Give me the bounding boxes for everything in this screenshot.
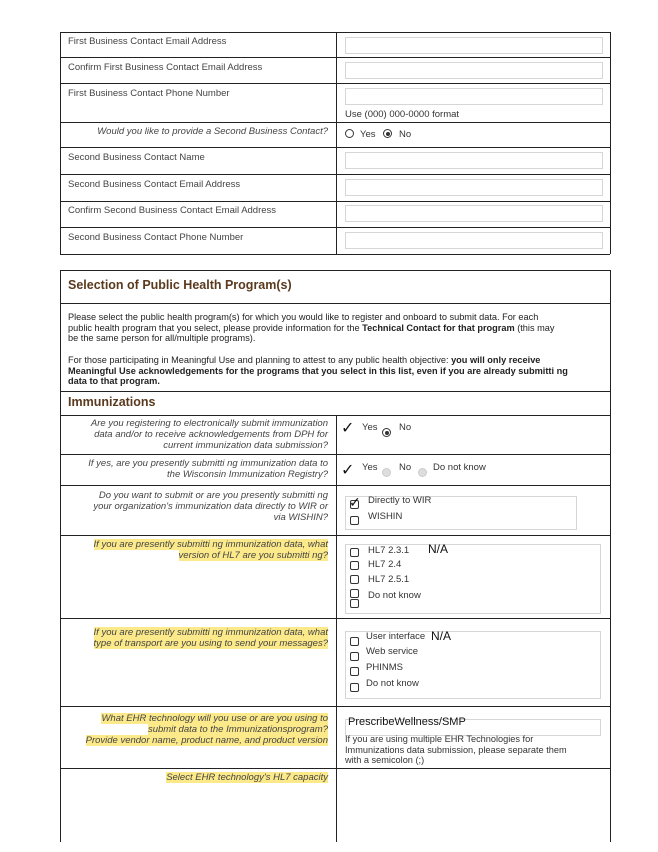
- second-contact-name-field[interactable]: [345, 152, 603, 169]
- hl7-231-checkbox[interactable]: [350, 548, 359, 557]
- hl7-251-checkbox[interactable]: [350, 575, 359, 584]
- wir-yes-label: Yes: [362, 462, 378, 473]
- registering-no-label: No: [399, 422, 412, 433]
- direct-wir-check-icon: ✓: [349, 494, 361, 510]
- section-title: Selection of Public Health Program(s): [68, 278, 292, 292]
- hl7-version-na: N/A: [428, 542, 449, 556]
- first-contact-email-label: First Business Contact Email Address: [68, 36, 227, 47]
- second-contact-phone-field[interactable]: [345, 232, 603, 249]
- first-contact-phone-field[interactable]: [345, 88, 603, 105]
- ehr-technology-note: If you are using multiple EHR Technologies for Immunizations data submission, please separate them with a semicolon (;): [345, 734, 567, 765]
- phone-format-hint: Use (000) 000-0000 format: [345, 109, 460, 120]
- hl7-24-checkbox[interactable]: [350, 561, 359, 570]
- second-contact-no-label: No: [399, 129, 412, 140]
- wir-yes-check-icon[interactable]: ✓: [341, 462, 355, 479]
- transport-phinms-checkbox[interactable]: [350, 667, 359, 676]
- transport-web-checkbox[interactable]: [350, 652, 359, 661]
- second-contact-yes-radio[interactable]: [345, 129, 354, 138]
- second-contact-no-radio[interactable]: [383, 129, 392, 138]
- transport-donotknow-label: Do not know: [366, 678, 419, 689]
- hl7-231-label: HL7 2.3.1: [368, 545, 410, 556]
- transport-ui-label: User interface: [366, 631, 426, 642]
- hl7-251-label: HL7 2.5.1: [368, 574, 410, 585]
- wir-no-radio[interactable]: [382, 468, 391, 477]
- registering-yes-label: Yes: [362, 422, 378, 433]
- wir-donotknow-label: Do not know: [433, 462, 486, 473]
- registering-yes-check-icon[interactable]: ✓: [341, 420, 355, 437]
- q-registering: Are you registering to electronically submit immunization data and/or to receive acknowledgements from DPH for current immunization data submission?: [90, 418, 328, 451]
- transport-phinms-label: PHINMS: [366, 662, 403, 673]
- first-contact-phone-label: First Business Contact Phone Number: [68, 88, 230, 99]
- second-contact-yes-label: Yes: [360, 129, 376, 140]
- wir-donotknow-radio[interactable]: [418, 468, 427, 477]
- wir-no-label: No: [399, 462, 412, 473]
- transport-ui-checkbox[interactable]: [350, 637, 359, 646]
- confirm-second-contact-email-field[interactable]: [345, 205, 603, 222]
- q-transport-type: If you are presently submitti ng immunization data, what type of transport are you using to send your messages?: [93, 627, 328, 649]
- registering-no-radio[interactable]: [382, 428, 391, 437]
- meaningful-use-paragraph: For those participating in Meaningful Use and planning to attest to any public health objective: you will only receive Meaningful Use acknowledgements for the programs that you select in this list, even if you are already submitti ng data to that program.: [68, 355, 568, 386]
- q-ehr-technology: What EHR technology will you use or are you using to submit data to the Immunizationsprogram? Provide vendor name, product name, and product version: [85, 713, 328, 746]
- hl7-donotknow-label: Do not know: [368, 590, 421, 601]
- confirm-first-contact-email-label: Confirm First Business Contact Email Address: [68, 62, 263, 73]
- q-hl7-capacity: Select EHR technology's HL7 capacity: [166, 772, 328, 783]
- hl7-donotknow-checkbox[interactable]: [350, 589, 359, 598]
- confirm-first-contact-email-field[interactable]: [345, 62, 603, 79]
- q-presently-submitting: If yes, are you presently submitti ng immunization data to the Wisconsin Immunization Registry?: [88, 458, 328, 480]
- second-contact-name-label: Second Business Contact Name: [68, 152, 205, 163]
- q-hl7-version: If you are presently submitti ng immunization data, what version of HL7 are you submitti ng?: [93, 539, 328, 561]
- first-contact-email-field[interactable]: [345, 37, 603, 54]
- section-intro-paragraph: Please select the public health program(s) for which you would like to register and onboard to submit data. For each public health program that you select, please provide information for the Technical Contact for that program (this may be the same person for all/multiple programs).: [68, 312, 555, 343]
- transport-na: N/A: [431, 629, 452, 643]
- second-contact-email-label: Second Business Contact Email Address: [68, 179, 241, 190]
- transport-donotknow-checkbox[interactable]: [350, 683, 359, 692]
- hl7-extra-checkbox[interactable]: [350, 599, 359, 608]
- transport-web-label: Web service: [366, 646, 419, 657]
- second-contact-email-field[interactable]: [345, 179, 603, 196]
- direct-wir-label: Directly to WIR: [368, 495, 432, 506]
- second-contact-phone-label: Second Business Contact Phone Number: [68, 232, 244, 243]
- confirm-second-contact-email-label: Confirm Second Business Contact Email Address: [68, 205, 277, 216]
- second-contact-question: Would you like to provide a Second Business Contact?: [97, 126, 328, 137]
- hl7-24-label: HL7 2.4: [368, 559, 402, 570]
- wishin-label: WISHIN: [368, 511, 403, 522]
- ehr-technology-value: PrescribeWellness/SMP: [348, 716, 466, 728]
- immunizations-title: Immunizations: [68, 395, 156, 409]
- wishin-checkbox[interactable]: [350, 516, 359, 525]
- q-direct-or-wishin: Do you want to submit or are you presently submitti ng your organization's immunization data directly to WIR or via WISHIN?: [93, 490, 328, 523]
